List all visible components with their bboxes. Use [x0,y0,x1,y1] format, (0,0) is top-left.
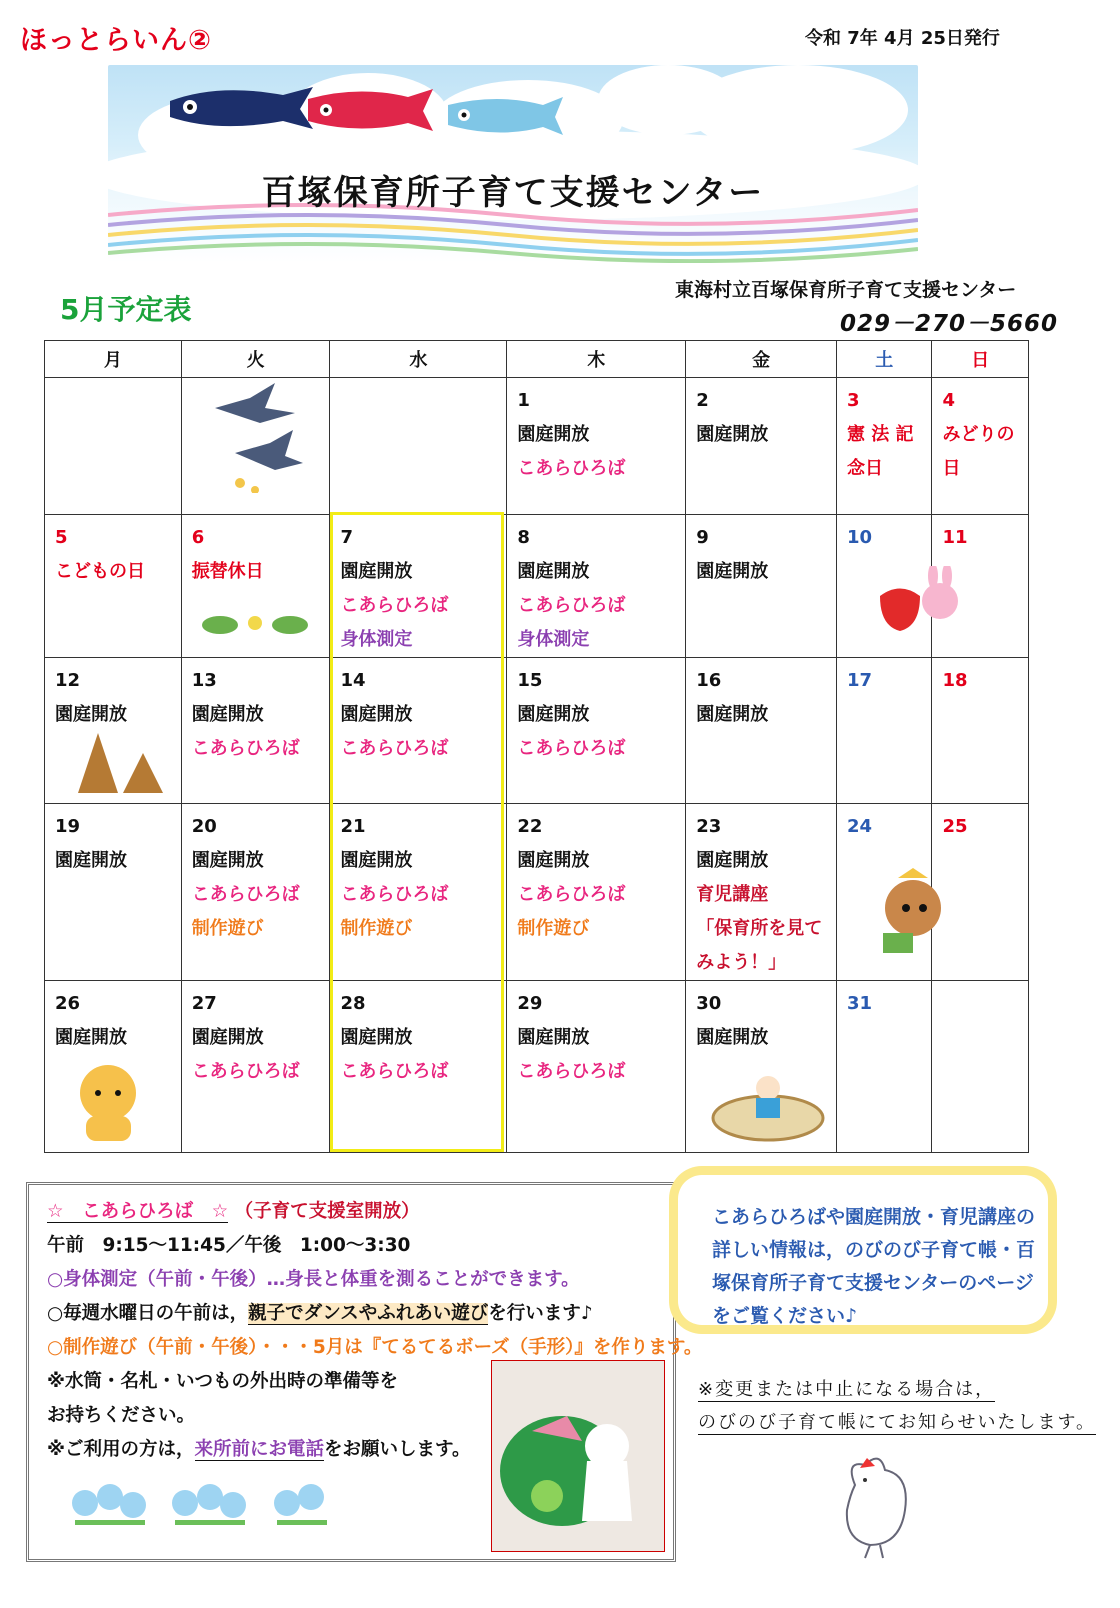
calendar-day-cell [686,804,837,981]
calendar-event-label: こどもの日 [55,561,145,582]
info-heading: ☆ こあらひろば ☆ [47,1201,229,1222]
calendar-day-number: 16 [696,670,722,691]
calendar-event-label: みよう！」 [696,952,787,973]
org-phone: 029－270－5660 [840,311,1059,337]
calendar-event-label: こあらひろば [340,1061,449,1082]
calendar-week-row [45,658,1029,804]
calendar-event-label: 制作遊び [340,918,413,939]
strawberry-rabbit-icon [875,566,965,636]
calendar-day-number: 19 [55,816,81,837]
calendar-day-number: 14 [340,670,366,691]
calendar-event-label: 園庭開放 [696,1027,769,1048]
calendar-day-cell [330,804,507,981]
calendar-day-cell [181,981,330,1153]
dog-samurai-icon [868,868,948,958]
calendar-day-number: 28 [340,993,366,1014]
calendar-day-number: 15 [517,670,543,691]
calendar-day-number: 7 [340,527,353,548]
info-wednesday-highlight: 親子でダンスやふれあい遊び [248,1303,489,1324]
calendar-event-label: 振替休日 [191,561,264,582]
calendar-day-cell [181,804,330,981]
calendar-day-cell [507,981,686,1153]
calendar-event-label: 園庭開放 [55,704,127,725]
info-note-box [678,1175,1048,1325]
calendar-day-cell [330,515,507,658]
banner-title: 百塚保育所子育て支援センター [261,173,765,213]
calendar-event-label: みどりの [942,424,1015,445]
calendar-day-cell [932,378,1029,515]
calendar-event-label: こあらひろば [517,884,626,905]
weekday-sun: 日 [932,341,1029,378]
calendar-day-cell [932,981,1029,1153]
calendar-day-cell [507,378,686,515]
calendar-day-number: 11 [942,527,968,548]
weekday-tue: 火 [181,341,330,378]
calendar-event-label: 園庭開放 [696,704,769,725]
calendar-day-number: 12 [55,670,81,691]
calendar-day-number: 2 [696,390,709,411]
info-craft: ○制作遊び（午前・午後）・・・5月は『てるてるボーズ（手形）』を作ります。 [47,1337,703,1358]
calendar-day-number: 8 [517,527,530,548]
calendar-event-label: 園庭開放 [191,704,264,725]
koala-hiroba-info-box [26,1182,703,1562]
calendar-day-number: 24 [847,816,873,837]
calendar-event-label: 園庭開放 [517,850,590,871]
calendar-event-label: こあらひろば [191,738,300,759]
weekday-thu: 木 [507,341,686,378]
calendar-event-label: 園庭開放 [55,850,127,871]
calendar-day-number: 25 [942,816,968,837]
info-wednesday-pre: ○毎週水曜日の午前は， [47,1303,249,1324]
info-bring-2: お持ちください。 [47,1405,196,1426]
calendar-event-label: 制作遊び [517,918,590,939]
calendar-event-label: 育児講座 [696,884,769,905]
calendar-day-number: 21 [340,816,366,837]
calendar-event-label: 園庭開放 [340,561,413,582]
calendar-day-cell [181,658,330,804]
blue-flowers-icon [55,1475,355,1535]
calendar-event-label: 念日 [847,458,883,479]
calendar-event-label: 園庭開放 [340,1027,413,1048]
sandbox-child-icon [708,1068,828,1143]
calendar-day-cell [837,981,932,1153]
calendar-event-label: 園庭開放 [517,424,590,445]
calendar-day-number: 13 [191,670,217,691]
change-notice-line-1: ※変更または中止になる場合は， [698,1375,995,1402]
calendar-day-cell [686,658,837,804]
calendar-day-number: 27 [191,993,217,1014]
calendar-day-cell [837,378,932,515]
change-notice-line-2: のびのび子育て帳にてお知らせいたします。 [698,1408,1096,1435]
calendar-day-number: 23 [696,816,722,837]
weekday-header-row [45,341,1029,378]
weekday-fri: 金 [686,341,837,378]
newsletter-title: ほっとらいん② [20,25,212,56]
swallows-icon [205,378,305,493]
calendar-day-number: 3 [847,390,860,411]
tiger-cub-icon [68,1058,153,1143]
calendar-event-label: 園庭開放 [191,850,264,871]
calendar-day-cell [45,515,182,658]
info-bring-1: ※水筒・名札・いつもの外出時の準備等を [47,1371,398,1392]
craft-photo [491,1360,665,1552]
calendar-event-label: 制作遊び [191,918,264,939]
info-heading-sub: （子育て支援室開放） [234,1201,420,1222]
bamboo-shoots-icon [68,728,168,798]
calendar-day-cell [507,658,686,804]
org-name: 東海村立百塚保育所子育て支援センター [675,279,1017,301]
calendar-day-cell [45,378,182,515]
calendar-event-label: こあらひろば [517,738,626,759]
info-call-post: をお願いします。 [324,1439,471,1460]
carp-streamer-red-icon [308,89,433,131]
calendar-event-label: 憲 法 記 [847,424,914,445]
calendar-event-label: 園庭開放 [696,850,769,871]
info-call-pre: ※ご利用の方は， [47,1439,195,1460]
calendar-day-cell [686,515,837,658]
calendar-day-number: 31 [847,993,873,1014]
month-title: 5月予定表 [60,293,192,326]
calendar-day-number: 17 [847,670,873,691]
calendar-day-cell [507,804,686,981]
calendar-day-cell [330,378,507,515]
calendar-event-label: こあらひろば [340,738,449,759]
teru-teru-bozu-photo-icon [492,1361,664,1551]
calendar-event-label: 園庭開放 [517,704,590,725]
calendar-week-row [45,378,1029,515]
calendar-event-label: 「保育所を見て [696,918,823,939]
rooster-icon [825,1450,920,1560]
calendar-event-label: こあらひろば [340,884,449,905]
calendar-event-label: 園庭開放 [191,1027,264,1048]
calendar-day-number: 6 [191,527,205,548]
calendar-event-label: 園庭開放 [517,1027,590,1048]
calendar-event-label: 園庭開放 [340,850,413,871]
calendar-event-label: 身体測定 [340,629,413,650]
info-measure: ○身体測定（午前・午後）…身長と体重を測ることができます。 [47,1269,580,1290]
calendar-day-cell [330,981,507,1153]
calendar-event-label: こあらひろば [517,458,626,479]
calendar-event-label: 日 [942,458,961,479]
calendar-event-label: こあらひろば [517,595,626,616]
calendar-day-number: 5 [55,527,68,548]
weekday-wed: 水 [330,341,507,378]
banner [108,65,918,263]
calendar-event-label: 園庭開放 [517,561,590,582]
calendar-event-label: 園庭開放 [696,424,769,445]
info-note-text: こあらひろばや園庭開放・育児講座の詳しい情報は，のびのび子育て帳・百塚保育所子育て支援センターのページをご覧ください♪ [712,1206,1036,1327]
calendar-event-label: こあらひろば [340,595,449,616]
calendar-event-label: こあらひろば [191,884,300,905]
calendar-day-number: 30 [696,993,722,1014]
calendar-day-number: 26 [55,993,81,1014]
calendar-day-cell [837,658,932,804]
calendar-event-label: こあらひろば [517,1061,626,1082]
info-hours: 午前 9:15～11:45／午後 1:00～3:30 [47,1235,411,1256]
weekday-mon: 月 [45,341,182,378]
calendar-day-cell [686,378,837,515]
weekday-sat: 土 [837,341,932,378]
calendar-event-label: 園庭開放 [340,704,413,725]
calendar-day-number: 4 [942,390,956,411]
calendar-table [44,340,1029,1153]
calendar-day-number: 10 [847,527,873,548]
banner-illustration [108,65,918,263]
info-call-highlight: 来所前にお電話 [194,1439,325,1460]
info-wednesday-post: を行います♪ [488,1303,593,1324]
calendar-event-label: 身体測定 [517,629,590,650]
calendar-event-label: 園庭開放 [55,1027,127,1048]
calendar-day-number: 20 [191,816,217,837]
calendar-day-number: 9 [696,527,709,548]
calendar-event-label: こあらひろば [191,1061,300,1082]
calendar-week-row [45,981,1029,1153]
issue-date: 令和 7年 4月 25日発行 [805,28,1000,49]
calendar-day-cell [330,658,507,804]
calendar-day-cell [932,658,1029,804]
calendar-event-label: 園庭開放 [696,561,769,582]
calendar-day-number: 22 [517,816,543,837]
calendar-day-number: 29 [517,993,543,1014]
peas-icon [200,605,310,641]
calendar-day-cell [45,804,182,981]
calendar-day-number: 1 [517,390,530,411]
calendar-day-cell [507,515,686,658]
calendar-day-number: 18 [942,670,968,691]
